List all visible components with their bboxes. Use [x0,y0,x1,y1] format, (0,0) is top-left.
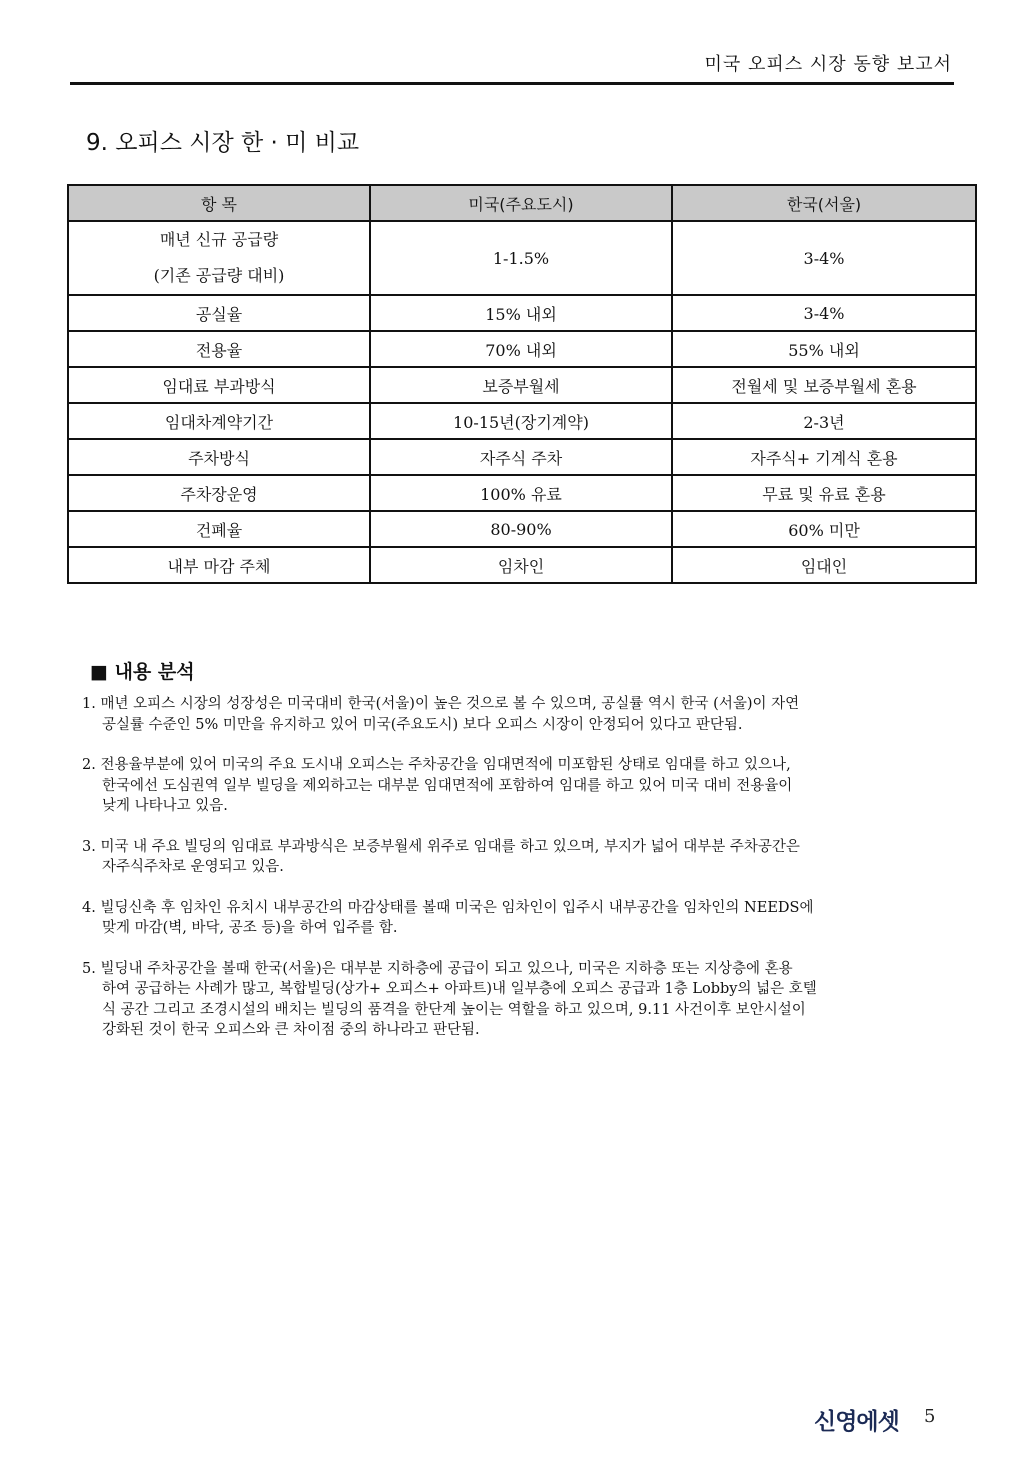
analysis-item [82,755,962,817]
kr-value: 임대인 [672,547,976,583]
section-title: 9. 오피스 시장 한 · 미 비교 [86,130,360,156]
us-value: 10-15년(장기계약) [370,403,672,439]
kr-value: 자주식+ 기계식 혼용 [672,439,976,475]
kr-value: 55% 내외 [672,331,976,367]
table-row [68,367,976,403]
us-value: 1-1.5% [370,221,672,295]
analysis-list [82,694,962,1061]
analysis-item [82,837,962,878]
analysis-line: 3. 미국 내 주요 빌딩의 임대료 부과방식은 보증부월세 위주로 임대를 하고 있으며, 부지가 넓어 대부분 주차공간은 [82,838,800,855]
header-cell-kr: 한국(서울) [672,185,976,221]
us-value: 임차인 [370,547,672,583]
row-label: 임대차계약기간 [68,403,370,439]
analysis-line: 낮게 나타나고 있음. [102,798,228,814]
header-rule [70,82,954,85]
analysis-line: 강화된 것이 한국 오피스와 큰 차이점 중의 하나라고 판단됨. [102,1022,480,1038]
table-row [68,547,976,583]
table-row [68,295,976,331]
kr-value: 60% 미만 [672,511,976,547]
row-label: 임대료 부과방식 [68,367,370,403]
header-cell-us: 미국(주요도시) [370,185,672,221]
analysis-line: 4. 빌딩신축 후 임차인 유치시 내부공간의 마감상태를 볼때 미국은 임차인이 입주시 내부공간을 임차인의 NEEDS에 [82,899,814,916]
row-label: 매년 신규 공급량 (기존 공급량 대비) [68,221,370,295]
kr-value: 전월세 및 보증부월세 혼용 [672,367,976,403]
header-cell-item: 항 목 [68,185,370,221]
table-row [68,511,976,547]
comparison-table [67,184,977,584]
table-header-row [68,185,976,221]
analysis-item [82,898,962,939]
analysis-line: 하여 공급하는 사례가 많고, 복합빌딩(상가+ 오피스+ 아파트)내 일부층에 오피스 공급과 1층 Lobby의 넓은 호텔 [102,981,817,997]
page-number: 5 [924,1406,936,1427]
analysis-line: 식 공간 그리고 조경시설의 배치는 빌딩의 품격을 한단계 높이는 역할을 하고 있으며, 9.11 사건이후 보안시설이 [102,1001,806,1018]
analysis-line: 맞게 마감(벽, 바닥, 공조 등)을 하여 입주를 함. [102,920,398,936]
kr-value: 3-4% [672,295,976,331]
kr-value: 2-3년 [672,403,976,439]
analysis-line: 자주식주차로 운영되고 있음. [102,859,284,875]
us-value: 보증부월세 [370,367,672,403]
analysis-line: 한국에선 도심권역 일부 빌딩을 제외하고는 대부분 임대면적에 포함하여 임대를 하고 있어 미국 대비 전용율이 [102,777,793,794]
row-label: 공실율 [68,295,370,331]
kr-value: 3-4% [672,221,976,295]
table-row [68,331,976,367]
us-value: 15% 내외 [370,295,672,331]
us-value: 자주식 주차 [370,439,672,475]
us-value: 100% 유료 [370,475,672,511]
analysis-item [82,694,962,735]
analysis-line: 2. 전용율부분에 있어 미국의 주요 도시내 오피스는 주차공간을 임대면적에 미포함된 상태로 임대를 하고 있으나, [82,757,791,773]
row-label: 주차장운영 [68,475,370,511]
header-title: 미국 오피스 시장 동향 보고서 [704,54,952,75]
us-value: 80-90% [370,511,672,547]
table-row [68,475,976,511]
analysis-title: ■ 내용 분석 [90,661,195,683]
analysis-line: 공실률 수준인 5% 미만을 유지하고 있어 미국(주요도시) 보다 오피스 시장이 안정되어 있다고 판단됨. [102,716,743,733]
table-row [68,221,976,295]
row-label: 건폐율 [68,511,370,547]
analysis-line: 5. 빌딩내 주차공간을 볼때 한국(서울)은 대부분 지하층에 공급이 되고 있으나, 미국은 지하층 또는 지상층에 혼용 [82,960,793,977]
row-label: 주차방식 [68,439,370,475]
kr-value: 무료 및 유료 혼용 [672,475,976,511]
us-value: 70% 내외 [370,331,672,367]
table-row [68,403,976,439]
analysis-item [82,959,962,1041]
company-logo: 신영에셋 [814,1409,899,1435]
row-label: 내부 마감 주체 [68,547,370,583]
row-label: 전용율 [68,331,370,367]
analysis-line: 1. 매년 오피스 시장의 성장성은 미국대비 한국(서울)이 높은 것으로 볼 수 있으며, 공실률 역시 한국 (서울)이 자연 [82,696,800,712]
table-row [68,439,976,475]
